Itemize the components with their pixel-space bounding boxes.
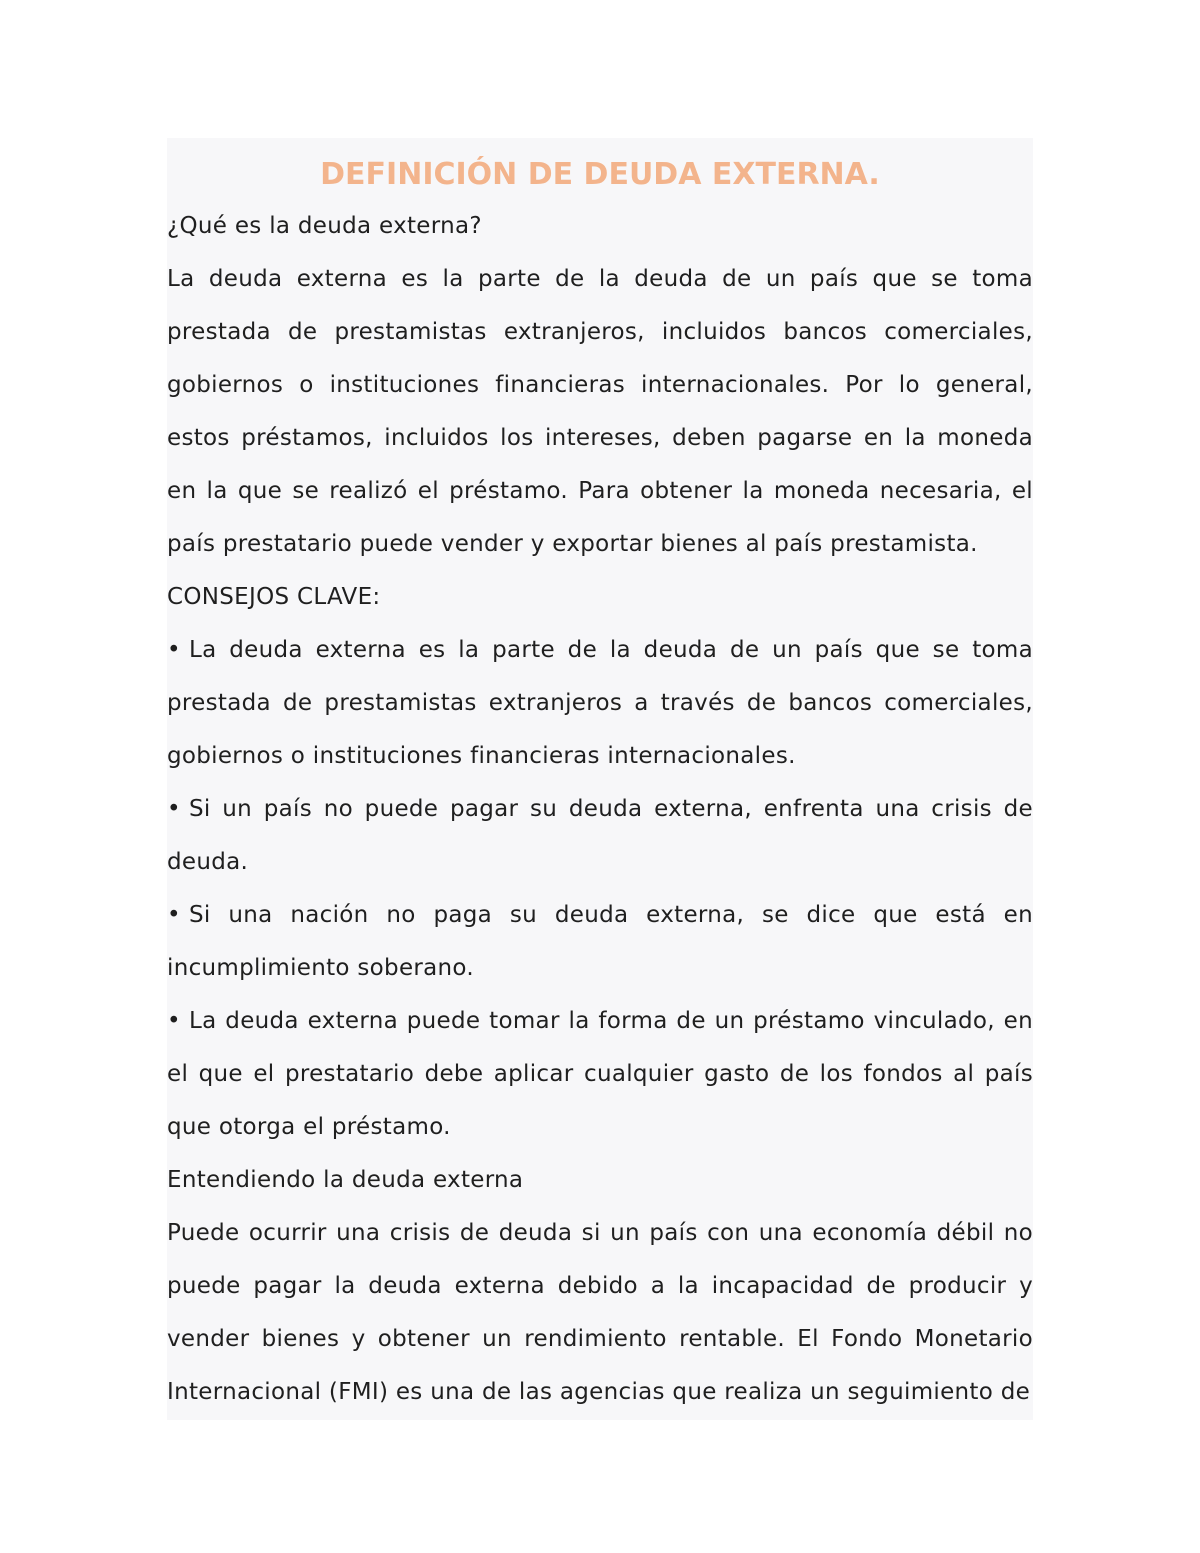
definition-paragraph: La deuda externa es la parte de la deuda de un país que se toma prestada de prestamistas extranjeros, incluidos bancos comerciales, gobiernos o instituciones financieras internacionales. Por lo general, estos préstamos, incluidos los intereses, deben pagarse en la moneda en la que se realizó el préstamo. Para obtener la moneda necesaria, el país prestatario puede vender y exportar bienes al país prestamista.	[167, 266, 1033, 557]
tip-item	[167, 783, 1033, 889]
bullet-icon: •	[167, 902, 181, 928]
tip-item	[167, 995, 1033, 1154]
tip-item	[167, 889, 1033, 995]
tip-text: Si un país no puede pagar su deuda externa, enfrenta una crisis de deuda.	[167, 796, 1033, 875]
bullet-icon: •	[167, 1008, 181, 1034]
bullet-icon: •	[167, 637, 181, 663]
tip-item	[167, 624, 1033, 783]
document-title: DEFINICIÓN DE DEUDA EXTERNA.	[320, 157, 880, 192]
section-heading: Entendiendo la deuda externa	[167, 1167, 524, 1193]
question-heading: ¿Qué es la deuda externa?	[167, 213, 482, 239]
tip-text: Si una nación no paga su deuda externa, se dice que está en incumplimiento soberano.	[167, 902, 1033, 981]
tip-text: La deuda externa es la parte de la deuda de un país que se toma prestada de prestamistas extranjeros a través de bancos comerciales, gobiernos o instituciones financieras internacionales.	[167, 637, 1033, 769]
tip-text: La deuda externa puede tomar la forma de un préstamo vinculado, en el que el prestatario debe aplicar cualquier gasto de los fondos al país que otorga el préstamo.	[167, 1008, 1033, 1140]
section-paragraph: Puede ocurrir una crisis de deuda si un país con una economía débil no puede pagar la deuda externa debido a la incapacidad de producir y vender bienes y obtener un rendimiento rentable. El Fondo Monetario Internacional (FMI) es una de las agencias que realiza un seguimiento de	[167, 1220, 1033, 1405]
document-body	[167, 138, 1033, 1420]
bullet-icon: •	[167, 796, 181, 822]
key-tips-heading: CONSEJOS CLAVE:	[167, 584, 381, 610]
